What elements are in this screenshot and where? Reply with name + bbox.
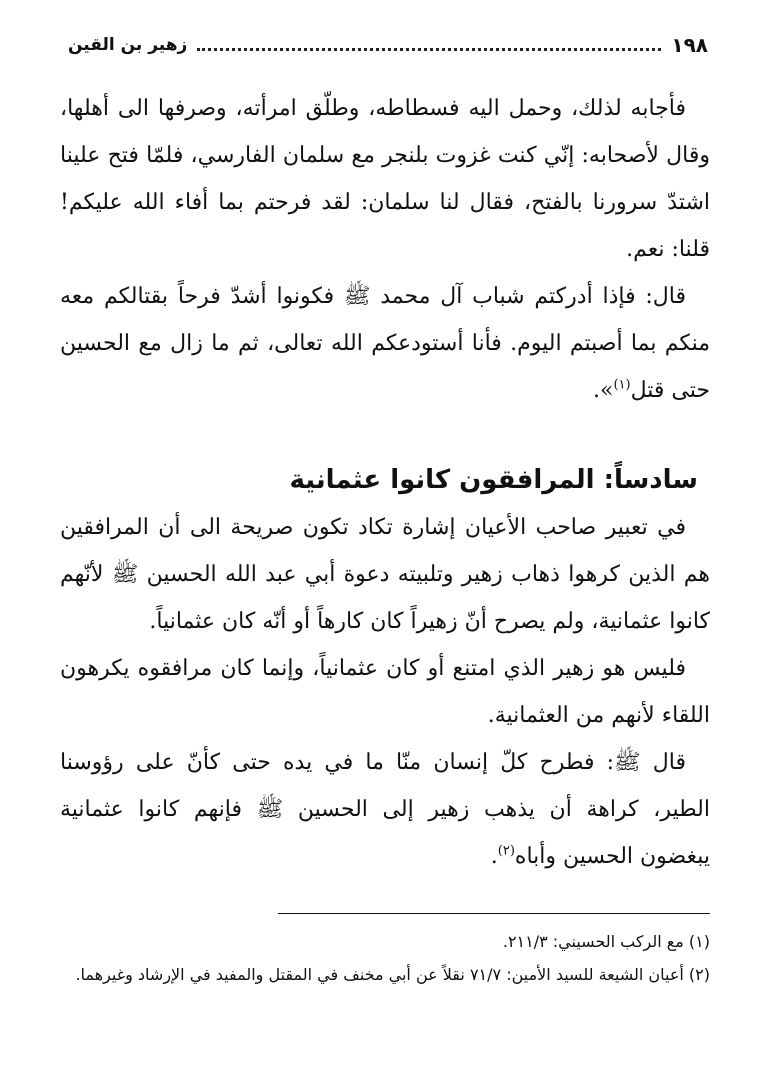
footnote-separator: [278, 913, 710, 914]
paragraph-1: فأجابه لذلك، وحمل اليه فسطاطه، وطلّق امرأته، وصرفها الى أهلها، وقال لأصحابه: إنّي كنت غزوت بلنجر مع سلمان الفارسي، فلمّا فتح علينا اشتدّ سرورنا بالفتح، فقال لنا سلمان: لقد فرحتم بما أفاء الله عليكم! قلنا: نعم.: [60, 96, 710, 262]
paragraph-5-end: .: [490, 844, 498, 869]
footnote-ref-2: (٢): [497, 843, 515, 859]
paragraph-3: في تعبير صاحب الأعيان إشارة تكاد تكون صريحة الى أن المرافقين هم الذين كرهوا ذهاب زهير وتلبيته دعوة أبي عبد الله الحسين ﷺ لأنّهم كانوا عثمانية، ولم يصرح أنّ زهيراً كان كارهاً أو أنّه كان عثمانياً.: [60, 515, 710, 634]
dotted-leader: [197, 48, 661, 51]
footnotes: [60, 925, 710, 991]
running-title: زهير بن القين: [68, 35, 188, 55]
section-heading: سادساً: المرافقون كانوا عثمانية: [289, 465, 698, 495]
paragraph-2-end: ».: [593, 378, 614, 403]
footnote-2: (٢) أعيان الشيعة للسيد الأمين: ٧١/٧ نقلاً عن أبي مخنف في المقتل والمفيد في الإرشاد وغيرهما.: [75, 965, 710, 984]
page-header: [68, 30, 708, 60]
paragraph-5-text: قال ﷺ: فطرح كلّ إنسان منّا ما في يده حتى كأنّ على رؤوسنا الطير، كراهة أن يذهب زهير إلى الحسين ﷺ فإنهم كانوا عثمانية يبغضون الحسين وأباه: [60, 750, 710, 869]
main-text: [60, 85, 710, 880]
footnote-1: (١) مع الركب الحسيني: ٢١١/٣.: [502, 932, 710, 951]
paragraph-2-text: قال: فإذا أدركتم شباب آل محمد ﷺ فكونوا أشدّ فرحاً بقتالكم معه منكم بما أصبتم اليوم. فأنا أستودعكم الله تعالى، ثم ما زال مع الحسين حتى قتل: [60, 284, 710, 403]
footnote-ref-1: (١): [613, 377, 631, 393]
paragraph-5: [60, 739, 710, 880]
paragraph-4: فليس هو زهير الذي امتنع أو كان عثمانياً، وإنما كان مرافقوه يكرهون اللقاء لأنهم من العثمانية.: [60, 656, 710, 728]
paragraph-2: [60, 273, 710, 414]
page-number: ١٩٨: [671, 33, 708, 57]
